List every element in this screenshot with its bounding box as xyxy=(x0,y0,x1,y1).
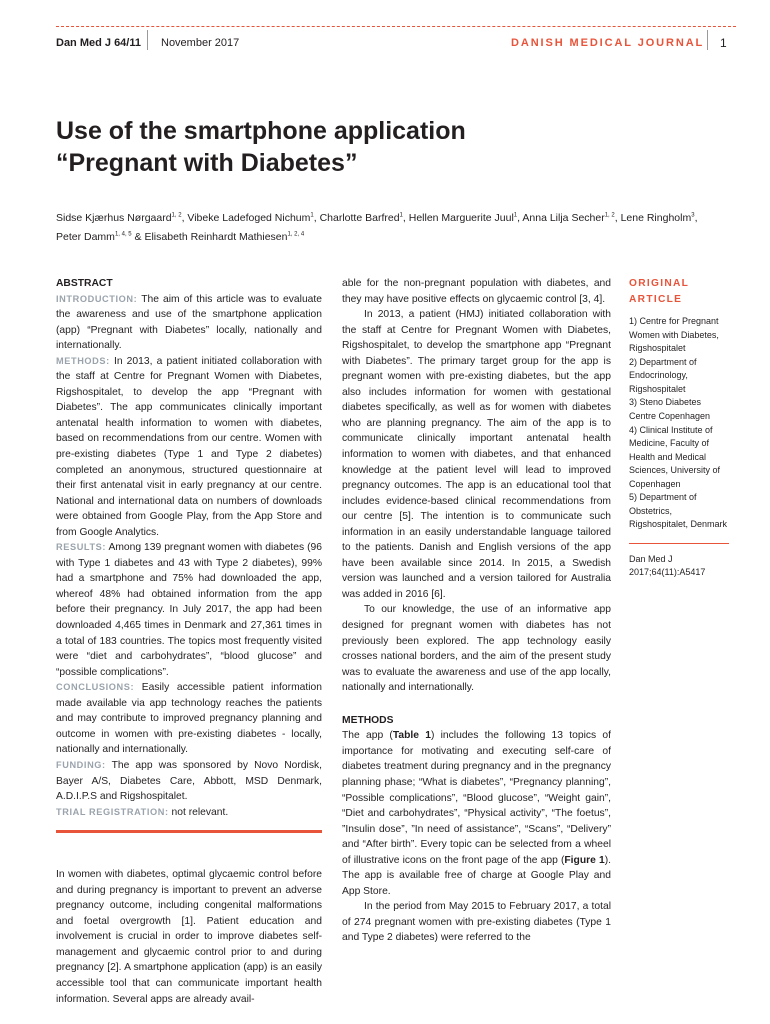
intro-paragraph: In women with diabetes, optimal glycaemic control before and during pregnancy is important to prevent an adverse pregnancy outcome, including congenital malformations and foetal overgrowth [1]. Patient education and involvement is crucial in order to improve diabetes self-management and glycaemic control prior to and during pregnancy [2]. A smartphone application (app) is an easily accessible tool that can communicate important health information. Several apps are already avail- xyxy=(56,869,322,1005)
sidebar-divider xyxy=(629,543,729,544)
figure-reference: Figure 1 xyxy=(564,854,605,866)
affiliation: 4) Clinical Institute of Medicine, Faculty of Health and Medical Sciences, University of Copenhagen xyxy=(629,424,721,489)
author: Sidse Kjærhus Nørgaard$^{1, 2}$, xyxy=(56,212,188,224)
article-title xyxy=(56,115,656,179)
column-left xyxy=(56,276,322,1007)
abstract-conclusions: CONCLUSIONS: Easily accessible patient information made available via app technology reaches the patients and may contribute to improved pregnancy planning and outcome in women with pre-existing diabetes - locally, nationally and internationally. xyxy=(56,682,322,756)
author: Peter Damm$^{1, 4, 5}$ & xyxy=(56,231,145,243)
author: Lene Ringholm$^3$, xyxy=(620,212,698,224)
author: Hellen Marguerite Juul$^1$, xyxy=(408,212,523,224)
table-reference: Table 1 xyxy=(392,730,431,742)
affiliation: 1) Centre for Pregnant Women with Diabetes, Rigshospitalet xyxy=(629,316,719,354)
header-divider xyxy=(147,30,148,50)
abstract-funding: FUNDING: The app was sponsored by Novo Nordisk, Bayer A/S, Diabetes Care, Abbott, MSD Denmark, A.D.I.P.S and Rigshospitalet. xyxy=(56,759,322,803)
affiliation: 2) Department of Endocrinology, Rigshospitalet xyxy=(629,356,697,394)
affiliation: 5) Department of Obstetrics, Rigshospitalet, Denmark xyxy=(629,492,728,530)
header-journal-issue: Dan Med J 64/11 xyxy=(56,37,141,49)
body-paragraph: able for the non-pregnant population with diabetes, and they may have positive effects on glycaemic control [3, 4]. xyxy=(342,278,611,305)
header-date: November 2017 xyxy=(161,37,240,49)
header-rule xyxy=(56,26,736,27)
methods-heading: METHODS xyxy=(342,714,394,726)
abstract-methods: METHODS: In 2013, a patient initiated collaboration with the staff at Centre for Pregnant Women with Diabetes, Rigshospitalet, to develop the app “Pregnant with Diabetes”. The app communicates clinically important antenatal health information to women with diabetes, based on recommendations from our centre. Women with pre-existing diabetes (Type 1 and Type 2 diabetes) completed an anonymous, structured questionnaire at their first antenatal visit in early pregnancy at our centre. National and international data on numbers of downloads were obtained from Google Play, from the App Store and from Google Analytics. xyxy=(56,355,322,538)
abstract-introduction: INTRODUCTION: The aim of this article was to evaluate the awareness and use of the smartphone application (app) “Pregnant with Diabetes” locally, nationally and internationally. xyxy=(56,293,322,352)
article-type: ORIGINAL ARTICLE xyxy=(629,278,690,305)
abstract-divider xyxy=(56,830,322,833)
author: Elisabeth Reinhardt Mathiesen$^{1, 2, 4}$ xyxy=(144,231,305,243)
affiliation: 3) Steno Diabetes Centre Copenhagen xyxy=(629,397,711,422)
abstract-trial-registration: TRIAL REGISTRATION: not relevant. xyxy=(56,806,229,818)
author: Anna Lilja Secher$^{1, 2}$, xyxy=(522,212,621,224)
body-paragraph: In 2013, a patient (HMJ) initiated collaboration with the staff at Centre for Pregnant Women with Diabetes, Rigshospitalet, to develop the smartphone app “Pregnant with Diabetes”. The primary target group for the app is pregnant women with pre-existing diabetes, but the app also includes information for women with gestational diabetes specifically, as well as for women with diabetes who are planning pregnancy. The aim of the app is to communicate clinically important antenatal health information to women with diabetes, and that enhanced knowledge at the patient level will lead to improved pregnancy outcomes. The app is an educational tool that includes evidence-based clinical recommendations from our centre [5]. The intention is to communicate such information in an easily understandable language tailored to the patients. Danish and English versions of the app have been available since 2014. In 2015, a Swedish version was launched and a version tailored for Australia was added in 2016 [6]. xyxy=(342,309,611,600)
citation: Dan Med J 2017;64(11):A5417 xyxy=(629,553,706,578)
author: Vibeke Ladefoged Nichum$^1$, xyxy=(187,212,320,224)
article-sidebar xyxy=(629,276,729,580)
column-middle xyxy=(342,276,611,946)
methods-paragraph: The app (Table 1) includes the following 13 topics of importance for motivating and executing self-care of diabetes treatment during pregnancy and in the pregnancy planning phase; “What is diabetes”, “Pregnancy planning”, “Possible complications”, “Blood glucose”, “Weight gain”, “Diet and carbohydrates”, “Physical activity”, “The foetus”, ”Insulin dose”, ”In need of assistance”, “Scans”, “Delivery” and “After birth”. Every topic can be selected from a wheel of illustrative icons on the front page of the app (Figure 1). The app is available free of charge at Google Play and App Store. xyxy=(342,730,611,897)
header-divider-right xyxy=(707,30,708,50)
abstract-results: RESULTS: Among 139 pregnant women with diabetes (96 with Type 1 diabetes and 43 with Type 2 diabetes), 99% had a smartphone and 75% had downloaded the app, whereof 48% had obtained information from the app before their pregnancy. In July 2017, the app had been downloaded 4,465 times in Denmark and 27,361 times in a total of 183 countries. The topics most frequently visited were “diet and carbohydrates”, “blood glucose” and “possible complications”. xyxy=(56,542,323,678)
article-title-line-2: “Pregnant with Diabetes” xyxy=(56,149,358,177)
page-number: 1 xyxy=(720,36,727,50)
abstract-heading: ABSTRACT xyxy=(56,278,113,289)
author: Charlotte Barfred$^1$, xyxy=(319,212,409,224)
article-title-line-1: Use of the smartphone application xyxy=(56,117,466,145)
author-list xyxy=(56,209,716,247)
header-journal-name: DANISH MEDICAL JOURNAL xyxy=(511,37,705,49)
body-paragraph: To our knowledge, the use of an informative app designed for pregnant women with diabetes has not previously been explored. The app technology easily crosses national borders, and the aim of the present study was to evaluate the awareness and use of the app locally, nationally and internationally. xyxy=(342,604,611,694)
methods-paragraph: In the period from May 2015 to February 2017, a total of 274 pregnant women with pre-existing diabetes (Type 1 and Type 2 diabetes) were referred to the xyxy=(342,901,611,944)
